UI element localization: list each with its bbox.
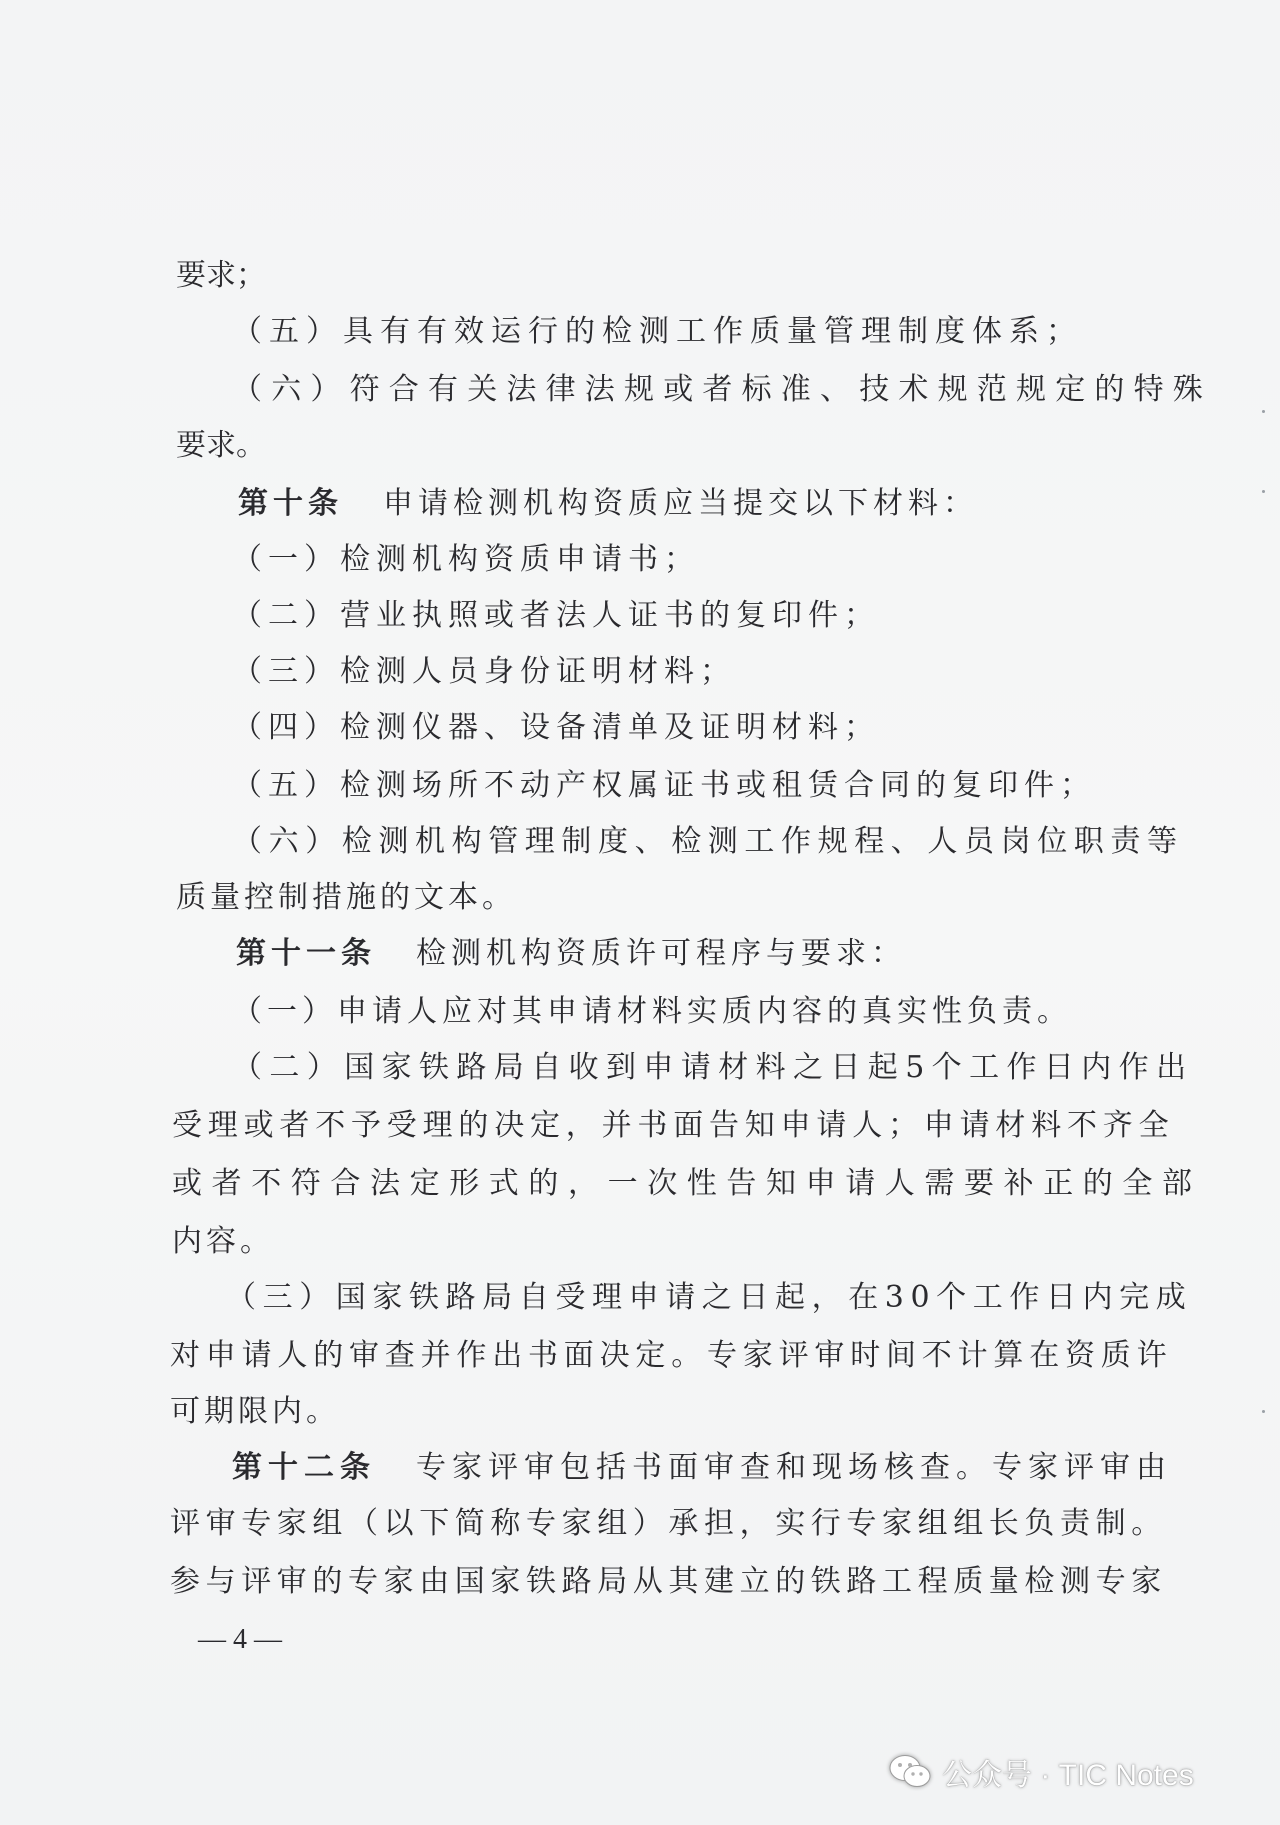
article-12-line [232,1448,1172,1488]
text-line: 受理或者不予受理的决定，并书面告知申请人；申请材料不齐全 [172,1108,1175,1143]
text-line: 要求。 [176,428,266,463]
text-line: 对申请人的审查并作出书面决定。专家评审时间不计算在资质许 [170,1338,1173,1373]
article-heading: 第十二条 [232,1450,376,1485]
list-item: （一）申请人应对其申请材料实质内容的真实性负责。 [232,994,1072,1029]
article-11-line [236,934,906,974]
wechat-icon [888,1753,932,1791]
article-text: 申请检测机构资质应当提交以下材料： [383,486,978,521]
list-item: （四）检测仪器、设备清单及证明材料； [232,710,880,745]
text-line: 内容。 [172,1224,274,1259]
text-line: （五）具有有效运行的检测工作质量管理制度体系； [232,314,1083,349]
text-line: 参与评审的专家由国家铁路局从其建立的铁路工程质量检测专家 [170,1564,1167,1599]
watermark-text: 公众号 · TIC Notes [942,1759,1194,1792]
list-item: （五）检测场所不动产权属证书或租赁合同的复印件； [232,768,1096,803]
article-text: 检测机构资质许可程序与要求： [416,936,906,971]
list-item: （三）国家铁路局自受理申请之日起，在30个工作日内完成 [226,1280,1193,1315]
scan-speck [1262,410,1265,413]
article-heading: 第十条 [238,486,343,521]
text-line: （六）符合有关法律法规或者标准、技术规范规定的特殊 [232,372,1212,407]
article-text: 专家评审包括书面审查和现场核查。专家评审由 [416,1450,1172,1485]
list-item: （一）检测机构资质申请书； [232,542,700,577]
article-10-line [238,484,978,524]
page-number: — 4 — [198,1624,282,1655]
list-item: （二）营业执照或者法人证书的复印件； [232,598,880,633]
wechat-watermark [888,1750,1194,1794]
list-item: （二）国家铁路局自收到申请材料之日起5个工作日内作出 [232,1050,1194,1085]
scan-speck [1262,490,1265,493]
text-line: 要求； [176,258,266,293]
article-heading: 第十一条 [236,936,376,971]
text-line: 或者不符合法定形式的，一次性告知申请人需要补正的全部 [172,1166,1202,1201]
scan-speck [1262,1410,1265,1413]
text-line: 质量控制措施的文本。 [176,880,516,915]
text-line: 可期限内。 [170,1394,340,1429]
list-item: （三）检测人员身份证明材料； [232,654,736,689]
text-line: 评审专家组（以下简称专家组）承担，实行专家组组长负责制。 [170,1506,1167,1541]
list-item: （六）检测机构管理制度、检测工作规程、人员岗位职责等 [232,824,1184,859]
